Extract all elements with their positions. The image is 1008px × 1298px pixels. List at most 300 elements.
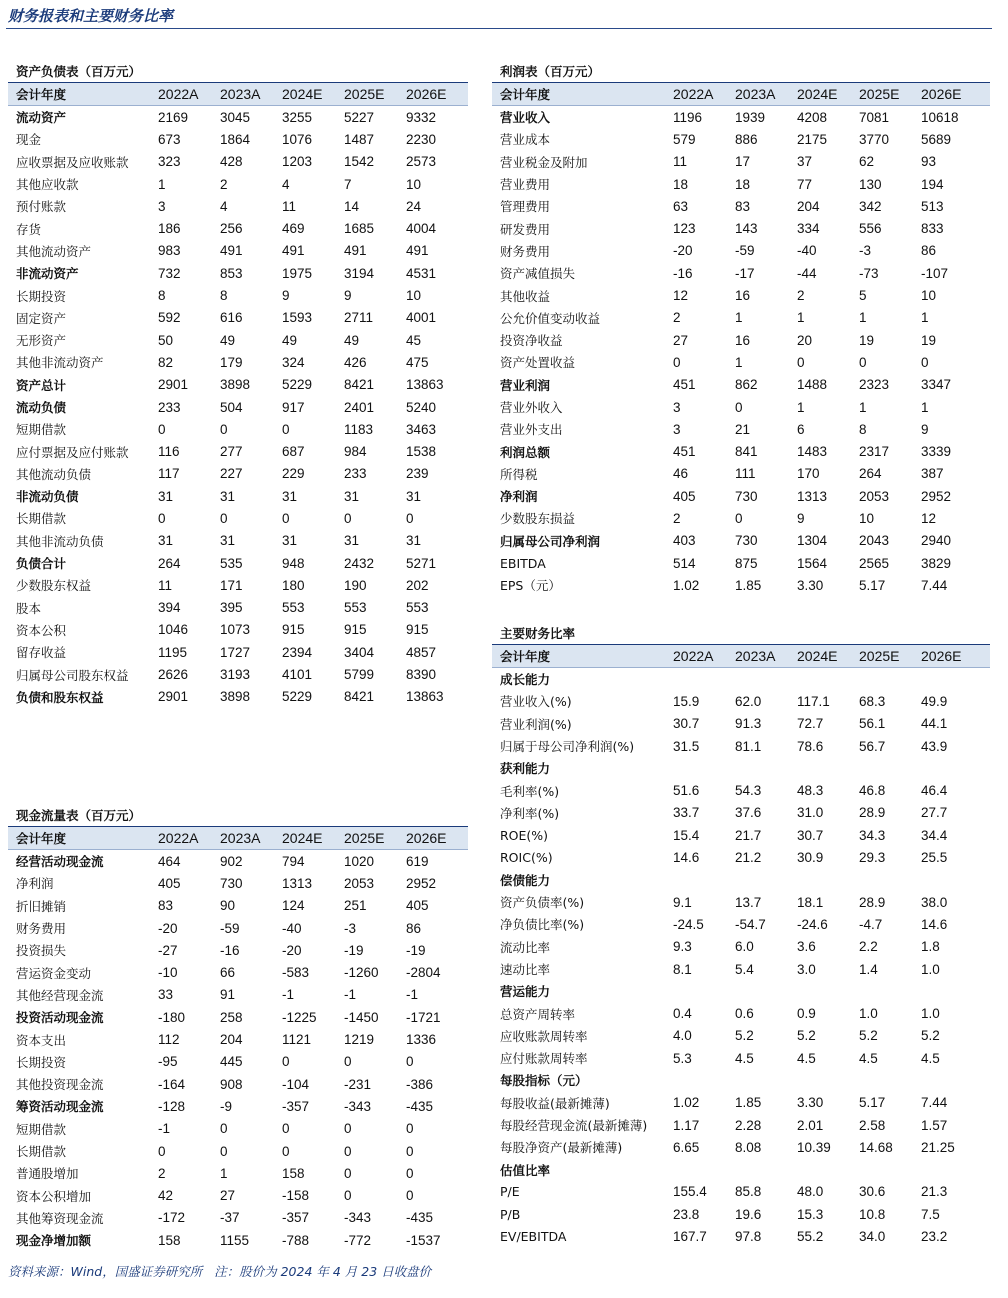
row-value: 9332 — [406, 109, 437, 125]
row-value: -772 — [344, 1232, 372, 1248]
table-row — [492, 485, 990, 507]
row-value: 8421 — [344, 377, 375, 393]
row-value: 155.4 — [673, 1184, 707, 1200]
row-value: 4101 — [282, 667, 313, 683]
header-year: 2025E — [859, 645, 921, 668]
row-value: 395 — [220, 600, 243, 616]
row-value: 10.8 — [859, 1206, 886, 1222]
row-value: 1.17 — [673, 1117, 700, 1133]
row-value: 2 — [797, 288, 805, 304]
row-value: 915 — [406, 622, 429, 638]
row-value: 55.2 — [797, 1229, 824, 1245]
row-label: 利润总额 — [500, 444, 551, 460]
row-value: -788 — [282, 1232, 310, 1248]
table-row — [8, 552, 468, 574]
row-value: -73 — [859, 265, 879, 281]
row-value — [797, 980, 859, 1002]
row-label: 归属母公司净利润 — [500, 533, 601, 549]
row-value: 5229 — [282, 377, 313, 393]
row-value: 2901 — [158, 689, 189, 705]
row-value: 2230 — [406, 131, 437, 147]
row-value: 0 — [158, 1143, 166, 1159]
row-value: 62 — [859, 154, 875, 170]
row-value: 91 — [220, 987, 236, 1003]
row-value — [735, 1159, 797, 1181]
table-row — [8, 686, 468, 708]
table-row — [492, 802, 990, 824]
row-value: -24.6 — [797, 916, 828, 932]
row-value: 1 — [797, 310, 805, 326]
row-value: 394 — [158, 600, 181, 616]
row-value: 0 — [158, 421, 166, 437]
table-row — [492, 463, 990, 485]
row-value: 387 — [921, 466, 944, 482]
row-value — [859, 980, 921, 1002]
row-value: 81.1 — [735, 738, 762, 754]
row-label: 非流动资产 — [16, 266, 79, 282]
header-year: 2024E — [282, 83, 344, 106]
row-value: -27 — [158, 942, 178, 958]
row-value: 342 — [859, 198, 882, 214]
row-value: -107 — [921, 265, 949, 281]
row-value: 5.2 — [921, 1028, 940, 1044]
row-label: 营运能力 — [500, 984, 551, 1000]
row-label: 其他流动负债 — [16, 466, 92, 482]
row-value: 7 — [344, 176, 352, 192]
table-row — [492, 418, 990, 440]
row-value: 19 — [859, 332, 875, 348]
row-value: 49 — [344, 332, 360, 348]
row-value — [921, 1159, 990, 1181]
header-year: 2024E — [282, 827, 344, 850]
table-row — [492, 106, 990, 129]
row-value: 33.7 — [673, 805, 700, 821]
row-value: 1304 — [797, 533, 828, 549]
table-row — [8, 1095, 468, 1117]
row-label: 财务费用 — [16, 921, 67, 937]
row-value: 31.5 — [673, 738, 700, 754]
row-value: 78.6 — [797, 738, 824, 754]
row-value: 86 — [921, 243, 937, 259]
row-label: EPS（元） — [500, 578, 561, 594]
row-value: 3.30 — [797, 1095, 824, 1111]
row-value: 21.7 — [735, 827, 762, 843]
row-value: 1076 — [282, 131, 313, 147]
row-value: 1313 — [282, 875, 313, 891]
row-value: 13.7 — [735, 894, 762, 910]
row-value: 2.58 — [859, 1117, 886, 1133]
row-value: 9 — [921, 421, 929, 437]
row-label: 营业利润(%) — [500, 716, 572, 732]
row-label: 负债合计 — [16, 556, 67, 572]
row-value: 732 — [158, 265, 181, 281]
row-value: 853 — [220, 265, 243, 281]
row-value: 0 — [344, 1054, 352, 1070]
row-value: 902 — [220, 853, 243, 869]
row-value: 0 — [406, 1054, 414, 1070]
row-value: 491 — [344, 243, 367, 259]
row-value: 2940 — [921, 533, 952, 549]
row-value: 730 — [735, 488, 758, 504]
row-value: 0 — [797, 354, 805, 370]
row-value: 504 — [220, 399, 243, 415]
row-value: 451 — [673, 444, 696, 460]
table-row — [8, 597, 468, 619]
table-row — [8, 1162, 468, 1184]
row-value: 3 — [673, 399, 681, 415]
row-value: 233 — [344, 466, 367, 482]
row-value: 3898 — [220, 689, 251, 705]
row-label: 资产总计 — [16, 377, 67, 393]
row-value: 24 — [406, 198, 422, 214]
row-value: 83 — [735, 198, 751, 214]
row-value: 17 — [735, 154, 751, 170]
row-value: 11 — [673, 154, 688, 170]
row-value: 1.4 — [859, 961, 878, 977]
row-value: 2.28 — [735, 1117, 762, 1133]
row-value: -1537 — [406, 1232, 441, 1248]
row-value: 12 — [921, 510, 937, 526]
row-value: 8 — [158, 288, 166, 304]
row-label: 资产减值损失 — [500, 266, 576, 282]
row-value: -16 — [220, 942, 240, 958]
table-row — [8, 507, 468, 529]
row-label: 其他流动资产 — [16, 243, 92, 259]
row-value — [673, 668, 735, 691]
row-value: 123 — [673, 221, 696, 237]
footer-note — [8, 1262, 431, 1280]
row-value: 5.2 — [859, 1028, 878, 1044]
row-value: 63 — [673, 198, 689, 214]
row-value: -386 — [406, 1076, 434, 1092]
table-row — [8, 463, 468, 485]
row-value: 31 — [344, 533, 360, 549]
row-value: 91.3 — [735, 716, 762, 732]
row-label: 所得税 — [500, 466, 538, 482]
row-value: 30.6 — [859, 1184, 886, 1200]
row-value — [673, 1069, 735, 1091]
row-value: 0 — [220, 1121, 228, 1137]
table-row — [8, 396, 468, 418]
row-value: 0 — [735, 399, 743, 415]
table-row — [8, 374, 468, 396]
row-label: 管理费用 — [500, 199, 551, 215]
row-value: 917 — [282, 399, 305, 415]
table-row — [492, 217, 990, 239]
row-value: 31 — [406, 488, 422, 504]
row-label: 少数股东权益 — [16, 578, 92, 594]
table-row — [8, 1184, 468, 1206]
row-value: 83 — [158, 898, 174, 914]
table-row — [8, 1006, 468, 1028]
row-value: 2317 — [859, 444, 890, 460]
table-row — [492, 846, 990, 868]
row-value — [735, 869, 797, 891]
row-label: 速动比率 — [500, 962, 551, 977]
row-value: 1183 — [344, 421, 374, 437]
row-value: 86 — [406, 920, 422, 936]
row-value: 3193 — [220, 667, 251, 683]
table-caption-row — [492, 622, 990, 645]
row-label: 应付票据及应付账款 — [16, 444, 129, 460]
row-value: 1196 — [673, 109, 703, 125]
table-row — [492, 913, 990, 935]
row-value: 10 — [859, 510, 875, 526]
row-value: 6 — [797, 421, 805, 437]
row-value: -1 — [282, 987, 295, 1003]
row-label: 负债和股东权益 — [16, 689, 104, 705]
row-value: 0 — [282, 510, 290, 526]
row-value: -59 — [735, 243, 755, 259]
row-value: 167.7 — [673, 1229, 707, 1245]
row-value: 5.2 — [797, 1028, 816, 1044]
row-label: ROE(%) — [500, 827, 549, 843]
table-row — [492, 735, 990, 757]
row-value: 111 — [735, 466, 756, 482]
row-value: 2565 — [859, 555, 890, 571]
row-value: 18 — [673, 176, 689, 192]
row-value: 491 — [282, 243, 305, 259]
row-label: 净利润 — [16, 876, 54, 892]
row-value: 2573 — [406, 154, 437, 170]
row-value: -435 — [406, 1098, 434, 1114]
row-value: 0 — [406, 510, 414, 526]
row-value: 0 — [406, 1188, 414, 1204]
table-row — [8, 284, 468, 306]
row-value: 0 — [344, 510, 352, 526]
table-row — [492, 552, 990, 574]
row-value: 31 — [282, 488, 298, 504]
row-value: 794 — [282, 853, 305, 869]
row-value — [859, 1069, 921, 1091]
row-value: 0.4 — [673, 1006, 692, 1022]
row-value: 451 — [673, 377, 696, 393]
row-label: 营运资金变动 — [16, 965, 92, 981]
header-year: 2026E — [921, 83, 990, 106]
title-divider — [6, 28, 992, 29]
row-value: 30.9 — [797, 850, 824, 866]
row-value: 227 — [220, 466, 243, 482]
row-value: 264 — [859, 466, 882, 482]
row-value: 77 — [797, 176, 813, 192]
row-value: 1488 — [797, 377, 828, 393]
table-row — [8, 1051, 468, 1073]
row-value: 2169 — [158, 109, 189, 125]
row-value: 3829 — [921, 555, 952, 571]
row-value: 13863 — [406, 377, 444, 393]
row-value: 8421 — [344, 689, 375, 705]
row-value: 1542 — [344, 154, 375, 170]
row-value: 4.0 — [673, 1028, 692, 1044]
row-value: 31 — [220, 533, 236, 549]
table-row — [492, 307, 990, 329]
row-value: 2043 — [859, 533, 890, 549]
row-value: 277 — [220, 444, 243, 460]
row-label: 公允价值变动收益 — [500, 310, 601, 326]
table-row — [492, 936, 990, 958]
row-value: -95 — [158, 1054, 178, 1070]
row-value: 11 — [282, 198, 297, 214]
row-label: 长期投资 — [16, 288, 67, 304]
footer-price-note: 注：股价为 2024 年 4 月 23 日收盘价 — [214, 1264, 432, 1279]
row-value: -357 — [282, 1210, 310, 1226]
row-value: 29.3 — [859, 850, 886, 866]
row-value: 908 — [220, 1076, 243, 1092]
row-value: 20 — [797, 332, 813, 348]
row-value: 0 — [220, 1143, 228, 1159]
row-value: 90 — [220, 898, 236, 914]
row-value: 1195 — [158, 644, 188, 660]
row-value: 1336 — [406, 1032, 437, 1048]
section-row — [492, 1069, 990, 1091]
table-row — [8, 1229, 468, 1251]
row-label: 资本公积增加 — [16, 1188, 92, 1204]
row-value: -1721 — [406, 1009, 441, 1025]
header-label: 会计年度 — [8, 83, 158, 106]
row-value — [797, 1069, 859, 1091]
table-row — [8, 351, 468, 373]
row-label: 资本支出 — [16, 1032, 67, 1048]
row-value: -1450 — [344, 1009, 379, 1025]
row-value — [735, 1069, 797, 1091]
row-label: 净利率(%) — [500, 805, 560, 821]
row-label: 预付账款 — [16, 199, 67, 215]
row-value: 51.6 — [673, 783, 700, 799]
row-value: 1.0 — [859, 1006, 878, 1022]
row-value: -180 — [158, 1009, 186, 1025]
table-row — [8, 418, 468, 440]
row-value — [735, 668, 797, 691]
table-row — [8, 961, 468, 983]
row-value: -1 — [406, 987, 419, 1003]
row-value: 31 — [158, 533, 174, 549]
row-value: -16 — [673, 265, 693, 281]
row-value: 730 — [220, 875, 243, 891]
row-label: 其他投资现金流 — [16, 1077, 104, 1093]
row-value: 0 — [735, 510, 743, 526]
header-year: 2025E — [344, 827, 406, 850]
row-value: 21.3 — [921, 1184, 948, 1200]
row-value: 1727 — [220, 644, 251, 660]
row-value: 4 — [220, 198, 228, 214]
table-row — [8, 262, 468, 284]
row-value: 48.3 — [797, 783, 824, 799]
row-value: 72.7 — [797, 716, 824, 732]
row-label: 其他非流动负债 — [16, 533, 104, 549]
row-value: 1203 — [282, 154, 313, 170]
row-label: 其他经营现金流 — [16, 987, 104, 1003]
table-row — [492, 958, 990, 980]
row-label: 短期借款 — [16, 422, 67, 438]
row-value: 19.6 — [735, 1206, 762, 1222]
row-value: 491 — [406, 243, 429, 259]
table-row — [492, 262, 990, 284]
row-value: 0 — [859, 354, 867, 370]
row-value: 170 — [797, 466, 820, 482]
row-value: 15.3 — [797, 1206, 824, 1222]
row-value: 56.1 — [859, 716, 886, 732]
row-value: -357 — [282, 1098, 310, 1114]
row-value: 1 — [921, 399, 929, 415]
row-value: 171 — [220, 577, 243, 593]
row-value: 179 — [220, 354, 243, 370]
row-value: 66 — [220, 965, 236, 981]
row-value: 116 — [158, 444, 180, 460]
row-label: 折旧摊销 — [16, 898, 67, 914]
row-label: 投资活动现金流 — [16, 1010, 104, 1026]
row-value — [921, 980, 990, 1002]
section-row — [492, 1159, 990, 1181]
row-value: 2432 — [344, 555, 375, 571]
row-value: 10618 — [921, 109, 959, 125]
row-value: 34.4 — [921, 827, 948, 843]
row-value: 1685 — [344, 221, 375, 237]
row-value: 0 — [344, 1121, 352, 1137]
row-value: 204 — [797, 198, 820, 214]
row-value: -20 — [673, 243, 693, 259]
row-value: 18 — [735, 176, 751, 192]
row-value: 1155 — [220, 1232, 250, 1248]
row-value: 1 — [921, 310, 929, 326]
row-value: 42 — [158, 1188, 174, 1204]
row-value: 7081 — [859, 109, 890, 125]
row-value: 117.1 — [797, 693, 830, 709]
table-row — [8, 240, 468, 262]
row-value: 233 — [158, 399, 181, 415]
row-value: 535 — [220, 555, 243, 571]
row-value: 82 — [158, 354, 174, 370]
row-value: 5799 — [344, 667, 375, 683]
row-label: 留存收益 — [16, 645, 67, 661]
row-value: 3045 — [220, 109, 251, 125]
row-label: 财务费用 — [500, 243, 551, 259]
ratios-table — [492, 622, 990, 1248]
row-value: 0 — [673, 354, 681, 370]
table-row — [492, 1002, 990, 1024]
row-value: -104 — [282, 1076, 310, 1092]
row-value: 8 — [859, 421, 867, 437]
row-value — [859, 668, 921, 691]
row-value: 30.7 — [673, 716, 700, 732]
row-label: 营业成本 — [500, 132, 551, 148]
row-value — [797, 869, 859, 891]
row-value: 2.2 — [859, 939, 878, 955]
row-label: P/B — [500, 1206, 521, 1222]
table-row — [8, 1028, 468, 1050]
row-value: 1219 — [344, 1032, 375, 1048]
row-value: 1 — [797, 399, 805, 415]
row-value: -20 — [158, 920, 178, 936]
table-row — [492, 1203, 990, 1225]
row-value: 1.85 — [735, 577, 762, 593]
row-value: 229 — [282, 466, 305, 482]
row-value: 31 — [220, 488, 236, 504]
row-value: 3194 — [344, 265, 375, 281]
row-label: 长期借款 — [16, 511, 67, 527]
row-value: -172 — [158, 1210, 186, 1226]
row-label: 固定资产 — [16, 310, 67, 326]
row-label: 存货 — [16, 221, 42, 237]
header-year: 2023A — [220, 83, 282, 106]
row-label: 现金 — [16, 132, 42, 148]
row-value: 202 — [406, 577, 429, 593]
row-value: 5229 — [282, 689, 313, 705]
row-value: 491 — [220, 243, 243, 259]
row-value: 8390 — [406, 667, 437, 683]
table-row — [8, 574, 468, 596]
row-value: 1.0 — [921, 1006, 940, 1022]
row-value: 0 — [344, 1165, 352, 1181]
